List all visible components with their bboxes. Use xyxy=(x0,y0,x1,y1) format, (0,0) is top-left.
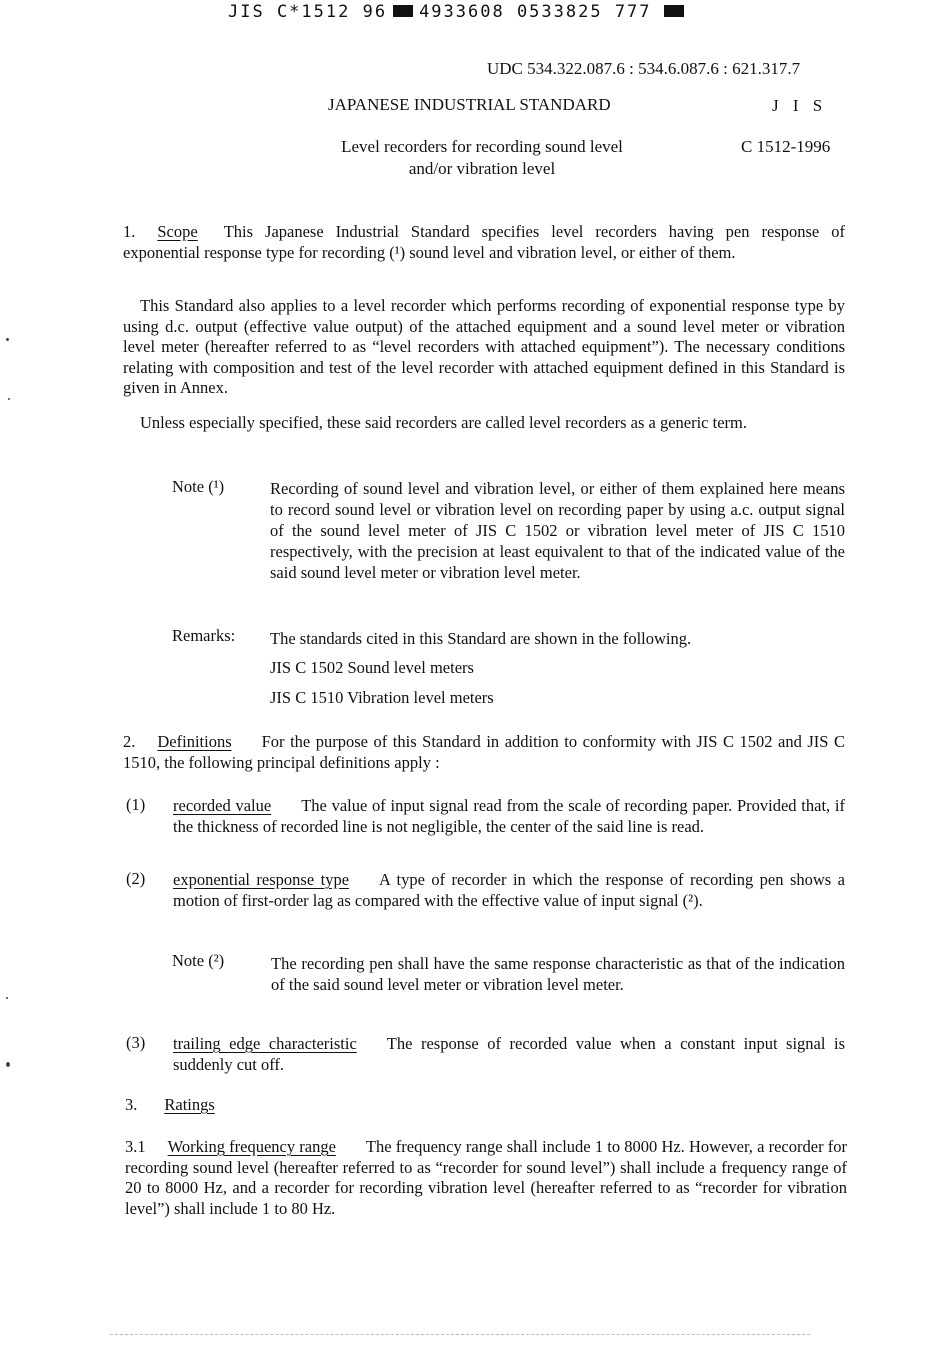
definition-3-number: (3) xyxy=(126,1033,146,1052)
title-line-1: Level recorders for recording sound level xyxy=(341,137,623,156)
section-1-paragraph-3: Unless especially specified, these said recorders are called level recorders as a generic term. xyxy=(140,413,747,432)
definition-1-text: The value of input signal read from the scale of recording paper. Provided that, if the thickness of recorded line is not negligible, the center of the said line is read. xyxy=(173,796,845,836)
definition-3-term: trailing edge characteristic xyxy=(173,1034,357,1053)
section-2-number: 2. xyxy=(123,732,136,751)
scan-speck xyxy=(6,1062,10,1067)
note-1-label: Note (¹) xyxy=(172,477,225,496)
definition-2 xyxy=(173,870,845,911)
section-1-paragraph-2: This Standard also applies to a level recorder which performs recording of exponential response type by using d.c. output (effective value output) of the attached equipment and a sound level meter or vibration level meter (hereafter referred to as “level recorders with attached equipment”). The necessary conditions relating with composition and test of the level recorder with attached equipment defined in this Standard is given in Annex. xyxy=(123,296,845,397)
title-line-2: and/or vibration level xyxy=(408,159,556,178)
section-3-1-text: The frequency range shall include 1 to 8000 Hz. However, a recorder for recording sound level (hereafter referred to as “recorder for sound level”) shall include a frequency range of 20 to 8000 Hz, and a recorder for recording vibration level (hereafter referred to as “recorder for vibration level”) shall include 1 to 80 Hz. xyxy=(125,1137,847,1218)
section-3-number: 3. xyxy=(125,1095,138,1114)
scan-speck xyxy=(6,997,8,999)
scan-speck xyxy=(8,398,10,400)
section-3-heading: Ratings xyxy=(164,1095,215,1114)
definition-2-number: (2) xyxy=(126,869,146,888)
section-1-paragraph-1 xyxy=(123,222,845,263)
black-block-mark xyxy=(393,5,413,17)
header-code-b: 4933608 0533825 777 xyxy=(419,2,652,22)
black-block-mark xyxy=(664,5,684,17)
document-header-code xyxy=(228,2,684,22)
definition-2-text: A type of recorder in which the response of recording pen shows a motion of first-order lag as compared with the effective value of input signal (²). xyxy=(173,870,845,910)
definition-1-term: recorded value xyxy=(173,796,272,815)
section-1-heading: Scope xyxy=(157,222,198,241)
section-3-1-heading: Working frequency range xyxy=(167,1137,336,1156)
section-2-heading: Definitions xyxy=(157,732,232,751)
scan-speck xyxy=(6,338,9,341)
standard-name: JAPANESE INDUSTRIAL STANDARD xyxy=(328,95,611,114)
document-title xyxy=(300,136,664,180)
remarks-text: The standards cited in this Standard are shown in the following. xyxy=(270,629,692,648)
note-2-label: Note (²) xyxy=(172,951,225,970)
note-1-text: Recording of sound level and vibration level, or either of them explained here means to record sound level or vibration level on recording paper by using a.c. output signal of the sound level meter of JIS C 1502 or vibration level meter of JIS C 1510 respectively, with the precision at least equivalent to that of the indicated value of the said sound level meter or vibration level meter. xyxy=(270,479,845,582)
section-2-intro xyxy=(123,732,845,773)
section-2-text: For the purpose of this Standard in addition to conformity with JIS C 1502 and JIS C 1510, the following principal definitions apply : xyxy=(123,732,845,772)
section-3-title xyxy=(125,1095,215,1115)
definition-3-text: The response of recorded value when a constant input signal is suddenly cut off. xyxy=(173,1034,845,1074)
section-3-1-paragraph xyxy=(125,1137,847,1219)
header-code-a: JIS C*1512 96 xyxy=(228,2,388,22)
remarks-label: Remarks: xyxy=(172,626,236,645)
definition-1 xyxy=(173,796,845,837)
note-2-text: The recording pen shall have the same response characteristic as that of the indication of the said sound level meter or vibration level meter. xyxy=(271,954,845,994)
jis-label: J I S xyxy=(772,96,828,115)
definition-2-term: exponential response type xyxy=(173,870,350,889)
section-1-number: 1. xyxy=(123,222,136,241)
document-number: C 1512-1996 xyxy=(741,137,831,156)
reference-jis-c-1502: JIS C 1502 Sound level meters xyxy=(270,658,474,677)
section-3-1-number: 3.1 xyxy=(125,1137,146,1156)
reference-jis-c-1510: JIS C 1510 Vibration level meters xyxy=(270,688,494,707)
definition-1-number: (1) xyxy=(126,795,146,814)
scan-bottom-artifact xyxy=(110,1334,810,1335)
udc-classification: UDC 534.322.087.6 : 534.6.087.6 : 621.317.7 xyxy=(487,59,801,78)
section-1-text: This Japanese Industrial Standard specifies level recorders having pen response of exponential response type for recording (¹) sound level and vibration level, or either of them. xyxy=(123,222,845,262)
definition-3 xyxy=(173,1034,845,1075)
